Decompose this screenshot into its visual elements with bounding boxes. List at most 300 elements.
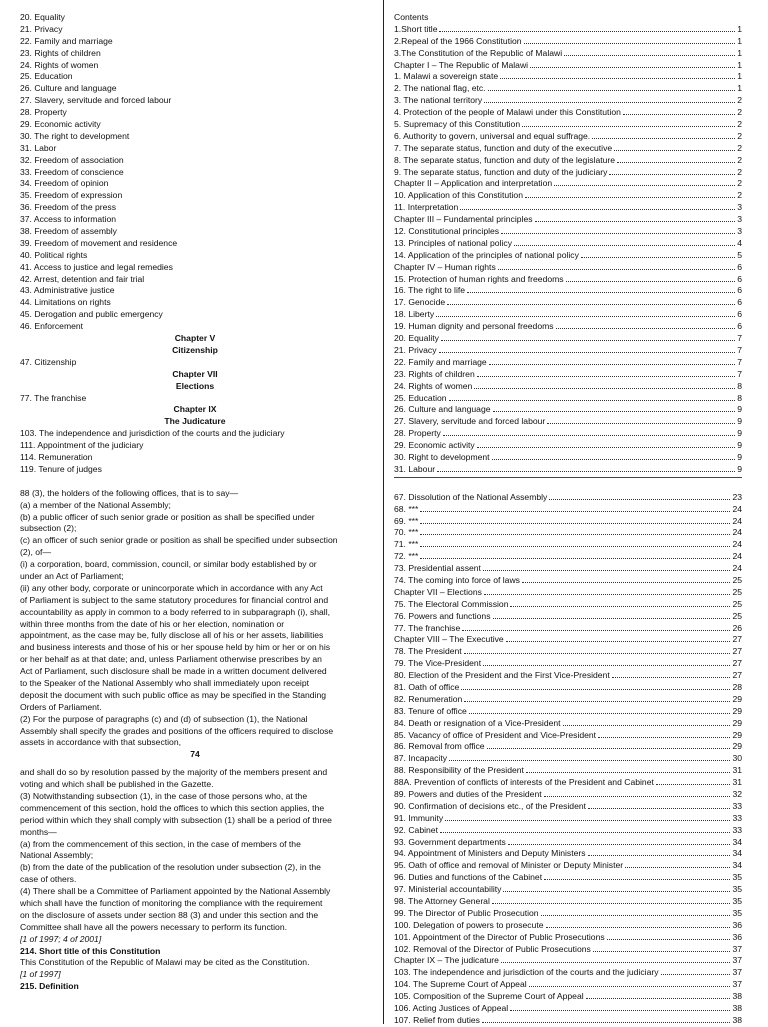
toc-leader-dots	[556, 321, 736, 329]
toc-leader-dots	[544, 789, 731, 797]
toc-entry-title: 94. Appointment of Ministers and Deputy Ministers	[394, 848, 586, 859]
toc-entry	[394, 250, 742, 262]
toc-entry	[394, 226, 742, 238]
list-item: 30. The right to development	[20, 130, 130, 141]
toc-leader-dots	[623, 107, 735, 115]
toc-entry-page: 24	[732, 539, 742, 550]
toc-leader-dots	[439, 24, 735, 32]
text-line: deposit the document with such public office as may be specified in the Standing	[20, 689, 327, 700]
toc-leader-dots	[522, 119, 735, 127]
list-item: 44. Limitations on rights	[20, 297, 111, 308]
text-line: under an Act of Parliament;	[20, 570, 124, 581]
toc-leader-dots	[529, 979, 731, 987]
list-item: 119. Tenure of judges	[20, 463, 102, 474]
toc-leader-dots	[484, 587, 731, 595]
toc-entry-page: 2	[737, 166, 742, 177]
toc-entry	[394, 369, 742, 381]
text-line: (2) For the purpose of paragraphs (c) and (d) of subsection (1), the National	[20, 713, 308, 724]
section-rule	[394, 477, 742, 478]
toc-leader-dots	[522, 575, 730, 583]
toc-list-top	[394, 24, 742, 476]
list-item: 47. Citizenship	[20, 356, 77, 367]
toc-entry-title: 72. ***	[394, 551, 419, 562]
toc-entry-page: 4	[737, 237, 742, 248]
toc-entry-title: 5. Supremacy of this Constitution	[394, 119, 521, 130]
toc-entry-page: 2	[737, 95, 742, 106]
toc-entry-title: 101. Appointment of the Director of Public Prosecutions	[394, 931, 605, 942]
toc-leader-dots	[510, 599, 730, 607]
chapter-subtitle: The Judicature	[164, 416, 226, 427]
toc-entry-title: 11. Interpretation	[394, 202, 459, 213]
toc-entry-page: 2	[737, 130, 742, 141]
toc-entry-page: 2	[737, 142, 742, 153]
toc-entry-page: 35	[732, 872, 742, 883]
amendment-note: [1 of 1997]	[20, 969, 61, 980]
toc-entry-page: 1	[737, 59, 742, 70]
toc-entry-page: 28	[732, 681, 742, 692]
toc-entry-title: 77. The franchise	[394, 622, 461, 633]
toc-entry-page: 33	[732, 812, 742, 823]
toc-leader-dots	[544, 872, 730, 880]
toc-leader-dots	[449, 753, 730, 761]
toc-entry-title: 79. The Vice-President	[394, 658, 482, 669]
text-line: Committee shall have all the powers necessary to perform its function.	[20, 921, 288, 932]
toc-entry	[394, 416, 742, 428]
toc-entry	[394, 1015, 742, 1027]
toc-leader-dots	[586, 991, 731, 999]
text-line: voting and which shall be published in the Gazette.	[20, 779, 214, 790]
body-text-continued	[20, 767, 370, 933]
text-line: to the Speaker of the National Assembly who shall immediately upon receipt	[20, 677, 310, 688]
toc-entry-page: 24	[732, 515, 742, 526]
toc-entry-page: 1	[737, 23, 742, 34]
toc-leader-dots	[493, 404, 736, 412]
toc-entry	[394, 71, 742, 83]
toc-entry-title: 100. Delegation of powers to prosecute	[394, 919, 544, 930]
toc-entry-page: 9	[737, 404, 742, 415]
toc-entry-page: 38	[732, 991, 742, 1002]
toc-entry	[394, 107, 742, 119]
body-text-section-88	[20, 488, 370, 750]
toc-entry-page: 9	[737, 440, 742, 451]
toc-entry-title: Chapter I – The Republic of Malawi	[394, 59, 529, 70]
toc-leader-dots	[530, 60, 735, 68]
toc-entry-page: 24	[732, 503, 742, 514]
toc-entry-page: 33	[732, 800, 742, 811]
text-line: commencement of this section, hold the offices to which this section applies, the	[20, 802, 325, 813]
toc-entry-title: 24. Rights of women	[394, 380, 473, 391]
text-line: within three months from the date of his or her election, nomination or	[20, 618, 285, 629]
toc-entry-page: 9	[737, 451, 742, 462]
toc-entry-page: 29	[732, 741, 742, 752]
toc-entry-page: 25	[732, 586, 742, 597]
toc-leader-dots	[445, 813, 730, 821]
toc-entry	[394, 321, 742, 333]
toc-entry	[394, 670, 742, 682]
toc-leader-dots	[609, 167, 735, 175]
text-line: and business interests and those of his or her spouse held by him or her or on his	[20, 642, 331, 653]
toc-entry	[394, 789, 742, 801]
toc-entry-title: 83. Tenure of office	[394, 705, 467, 716]
toc-leader-dots	[547, 416, 735, 424]
text-line: or her behalf as at that date; and, unless Parliament otherwise prescribes by an	[20, 654, 322, 665]
toc-leader-dots	[501, 955, 730, 963]
list-item: 34. Freedom of opinion	[20, 178, 109, 189]
toc-entry-title: 87. Incapacity	[394, 753, 448, 764]
toc-leader-dots	[420, 504, 730, 512]
toc-entry-title: 23. Rights of children	[394, 368, 475, 379]
toc-leader-dots	[588, 801, 730, 809]
toc-leader-dots	[607, 932, 731, 940]
toc-entry	[394, 285, 742, 297]
toc-entry-title: 76. Powers and functions	[394, 610, 491, 621]
toc-leader-dots	[469, 706, 731, 714]
toc-leader-dots	[443, 428, 735, 436]
toc-entry-page: 2	[737, 107, 742, 118]
toc-entry	[394, 428, 742, 440]
toc-entry-page: 26	[732, 622, 742, 633]
chapter-title: Chapter VII	[172, 368, 218, 379]
chapter-blocks	[20, 333, 370, 476]
toc-entry-title: 82. Renumeration	[394, 693, 463, 704]
toc-entry-page: 37	[732, 979, 742, 990]
toc-entry-title: 85. Vacancy of office of President and Vice-President	[394, 729, 597, 740]
toc-entry-page: 27	[732, 634, 742, 645]
toc-entry	[394, 753, 742, 765]
toc-leader-dots	[439, 345, 736, 353]
list-item: 46. Enforcement	[20, 321, 84, 332]
toc-entry-page: 7	[737, 368, 742, 379]
toc-leader-dots	[656, 777, 731, 785]
toc-entry-title: 21. Privacy	[394, 344, 437, 355]
toc-entry-title: 86. Removal from office	[394, 741, 485, 752]
toc-entry	[394, 575, 742, 587]
toc-entry-page: 24	[732, 551, 742, 562]
chapter-subtitle: Elections	[175, 380, 215, 391]
toc-entry	[394, 706, 742, 718]
toc-entry-page: 3	[737, 214, 742, 225]
toc-entry-page: 37	[732, 955, 742, 966]
toc-leader-dots	[535, 214, 736, 222]
toc-entry	[394, 563, 742, 575]
toc-leader-dots	[598, 730, 730, 738]
toc-entry-title: 78. The President	[394, 646, 462, 657]
toc-entry-title: 95. Oath of office and removal of Minister or Deputy Minister	[394, 860, 624, 871]
toc-entry-title: 14. Application of the principles of national policy	[394, 249, 579, 260]
toc-entry-page: 9	[737, 416, 742, 427]
toc-entry-title: 97. Ministerial accountability	[394, 884, 502, 895]
toc-leader-dots	[447, 297, 735, 305]
toc-entry-title: 91. Immunity	[394, 812, 444, 823]
toc-entry	[394, 333, 742, 345]
toc-entry-title: 29. Economic activity	[394, 440, 475, 451]
list-item: 36. Freedom of the press	[20, 202, 117, 213]
toc-entry	[394, 297, 742, 309]
toc-entry	[394, 404, 742, 416]
toc-entry-page: 6	[737, 309, 742, 320]
toc-entry	[394, 83, 742, 95]
toc-entry	[394, 955, 742, 967]
toc-entry-title: Chapter VII – Elections	[394, 586, 482, 597]
toc-entry-title: 99. The Director of Public Prosecution	[394, 907, 539, 918]
toc-entry-title: 6. Authority to govern, universal and equal suffrage.	[394, 130, 591, 141]
text-line: Assembly shall specify the grades and positions of the officers required to disclose	[20, 725, 334, 736]
list-item: 27. Slavery, servitude and forced labour	[20, 95, 172, 106]
text-line: (b) a public officer of such senior grade or position as shall be specified under	[20, 511, 315, 522]
toc-entry	[394, 765, 742, 777]
toc-leader-dots	[554, 178, 735, 186]
toc-entry-page: 1	[737, 71, 742, 82]
toc-leader-dots	[593, 944, 731, 952]
toc-entry-page: 37	[732, 943, 742, 954]
toc-leader-dots	[467, 285, 735, 293]
toc-leader-dots	[484, 95, 735, 103]
chapter-title: Chapter IX	[173, 404, 217, 415]
toc-entry-page: 36	[732, 919, 742, 930]
toc-leader-dots	[625, 860, 730, 868]
toc-entry-page: 34	[732, 848, 742, 859]
toc-entry-title: 19. Human dignity and personal freedoms	[394, 321, 554, 332]
list-item: 103. The independence and jurisdiction of the courts and the judiciary	[20, 428, 285, 439]
toc-leader-dots	[482, 1015, 730, 1023]
toc-leader-dots	[564, 48, 735, 56]
section-heading-214: 214. Short title of this Constitution	[20, 945, 161, 956]
text-line: National Assembly;	[20, 850, 94, 861]
text-line: (2), of—	[20, 547, 52, 558]
toc-entry-title: 31. Labour	[394, 463, 436, 474]
toc-leader-dots	[581, 250, 735, 258]
toc-entry	[394, 967, 742, 979]
toc-entry	[394, 634, 742, 646]
toc-entry-page: 29	[732, 717, 742, 728]
toc-entry-page: 30	[732, 753, 742, 764]
list-item: 45. Derogation and public emergency	[20, 309, 163, 320]
toc-leader-dots	[420, 551, 730, 559]
toc-entry	[394, 1003, 742, 1015]
toc-leader-dots	[483, 563, 730, 571]
toc-entry-title: 16. The right to life	[394, 285, 466, 296]
toc-entry-page: 31	[732, 777, 742, 788]
toc-entry-title: 20. Equality	[394, 333, 439, 344]
toc-entry-title: 103. The independence and jurisdiction of the courts and the judiciary	[394, 967, 659, 978]
list-item: 39. Freedom of movement and residence	[20, 237, 178, 248]
toc-entry-title: 68. ***	[394, 503, 419, 514]
toc-entry	[394, 646, 742, 658]
toc-leader-dots	[508, 837, 731, 845]
toc-leader-dots	[441, 333, 735, 341]
toc-entry	[394, 516, 742, 528]
toc-entry-page: 38	[732, 1014, 742, 1025]
toc-entry-page: 9	[737, 463, 742, 474]
toc-entry-title: 73. Presidential assent	[394, 563, 481, 574]
list-item: 38. Freedom of assembly	[20, 226, 117, 237]
toc-entry	[394, 167, 742, 179]
list-item: 21. Privacy	[20, 23, 63, 34]
toc-entry-page: 24	[732, 563, 742, 574]
toc-entry	[394, 932, 742, 944]
toc-leader-dots	[592, 131, 735, 139]
list-item: 114. Remuneration	[20, 451, 93, 462]
chapter-subtitle: Citizenship	[172, 344, 218, 355]
toc-entry	[394, 24, 742, 36]
toc-leader-dots	[489, 357, 736, 365]
list-item: 32. Freedom of association	[20, 154, 124, 165]
toc-entry-title: 3.The Constitution of the Republic of Malawi	[394, 47, 563, 58]
toc-leader-dots	[461, 682, 730, 690]
toc-leader-dots	[498, 262, 735, 270]
toc-entry-title: 81. Oath of office	[394, 681, 460, 692]
toc-leader-dots	[501, 226, 735, 234]
toc-entry-page: 1	[737, 83, 742, 94]
toc-entry-page: 24	[732, 527, 742, 538]
toc-leader-dots	[514, 238, 735, 246]
text-line: accountability as apply in common to a body referred to in subparagraph (i), shall,	[20, 606, 331, 617]
toc-leader-dots	[503, 884, 730, 892]
toc-entry-page: 2	[737, 178, 742, 189]
toc-entry	[394, 131, 742, 143]
page-number: 74	[190, 749, 200, 760]
text-line: (i) a corporation, board, commission, council, or similar body established by or	[20, 559, 317, 570]
text-line: (3) Notwithstanding subsection (1), in the case of those persons who, at the	[20, 791, 308, 801]
toc-entry-page: 35	[732, 907, 742, 918]
toc-entry	[394, 504, 742, 516]
text-line: (c) an officer of such senior grade or position as shall be specified under subsection	[20, 535, 338, 546]
toc-entry-page: 35	[732, 896, 742, 907]
toc-entry	[394, 682, 742, 694]
toc-leader-dots	[440, 825, 730, 833]
toc-entry-title: 25. Education	[394, 392, 447, 403]
toc-entry	[394, 345, 742, 357]
toc-leader-dots	[488, 83, 736, 91]
toc-entry-title: 89. Powers and duties of the President	[394, 789, 542, 799]
list-item: 22. Family and marriage	[20, 35, 113, 46]
toc-leader-dots	[617, 155, 735, 163]
toc-leader-dots	[506, 634, 731, 642]
spacer	[394, 476, 742, 492]
toc-entry-page: 31	[732, 765, 742, 776]
text-line: (ii) any other body, corporate or unincorporate which in accordance with any Act	[20, 582, 323, 593]
toc-entry-title: 26. Culture and language	[394, 404, 491, 415]
text-line: case of others.	[20, 874, 77, 885]
list-item: 25. Education	[20, 71, 73, 82]
toc-entry-title: Chapter IX – The judicature	[394, 955, 499, 966]
toc-entry-title: 7. The separate status, function and duty of the executive	[394, 142, 613, 153]
toc-leader-dots	[420, 527, 730, 535]
toc-entry	[394, 872, 742, 884]
toc-entry	[394, 262, 742, 274]
toc-entry	[394, 599, 742, 611]
toc-entry-page: 2	[737, 154, 742, 165]
toc-entry-page: 38	[732, 1003, 742, 1014]
toc-entry-title: 28. Property	[394, 428, 441, 439]
toc-leader-dots	[510, 1003, 730, 1011]
list-item: 26. Culture and language	[20, 83, 117, 94]
toc-entry-page: 1	[737, 47, 742, 58]
toc-leader-dots	[462, 623, 730, 631]
toc-entry-title: 67. Dissolution of the National Assembly	[394, 491, 548, 502]
toc-entry-title: 12. Constitutional principles	[394, 226, 500, 237]
toc-entry-title: 88. Responsibility of the President	[394, 765, 524, 776]
toc-entry	[394, 801, 742, 813]
toc-entry-title: 18. Liberty	[394, 309, 435, 320]
toc-entry	[394, 920, 742, 932]
toc-entry-page: 27	[732, 670, 742, 681]
toc-leader-dots	[436, 309, 735, 317]
toc-entry	[394, 623, 742, 635]
text-line: 88 (3), the holders of the following offices, that is to say—	[20, 487, 239, 498]
toc-entry-title: Chapter II – Application and interpretation	[394, 178, 553, 189]
toc-leader-dots	[477, 369, 735, 377]
toc-entry-title: 15. Protection of human rights and freedoms	[394, 273, 564, 284]
toc-entry-title: 27. Slavery, servitude and forced labour	[394, 416, 546, 427]
toc-entry	[394, 658, 742, 670]
toc-entry-page: 29	[732, 693, 742, 704]
toc-entry-title: 92. Cabinet	[394, 824, 438, 835]
toc-leader-dots	[464, 694, 730, 702]
toc-leader-dots	[500, 71, 735, 79]
section-heading-215: 215. Definition	[20, 981, 79, 992]
list-item: 40. Political rights	[20, 249, 88, 260]
toc-entry-page: 6	[737, 285, 742, 296]
list-item: 35. Freedom of expression	[20, 190, 123, 201]
toc-entry	[394, 214, 742, 226]
toc-entry-page: 35	[732, 884, 742, 895]
toc-leader-dots	[612, 670, 731, 678]
toc-entry-page: 36	[732, 931, 742, 942]
toc-entry-title: 98. The Attorney General	[394, 896, 490, 907]
text-line: months—	[20, 826, 57, 837]
toc-entry-title: 105. Composition of the Supreme Court of Appeal	[394, 991, 584, 1002]
left-column	[20, 12, 370, 993]
toc-entry	[394, 611, 742, 623]
toc-entry	[394, 741, 742, 753]
text-line: (b) from the date of the publication of the resolution under subsection (2), in the	[20, 862, 321, 873]
toc-entry-page: 25	[732, 610, 742, 621]
toc-entry	[394, 202, 742, 214]
toc-entry	[394, 452, 742, 464]
toc-entry-page: 25	[732, 598, 742, 609]
toc-entry-title: 90. Confirmation of decisions etc., of the President	[394, 800, 587, 811]
toc-entry	[394, 238, 742, 250]
toc-entry-page: 7	[737, 333, 742, 344]
toc-leader-dots	[420, 516, 730, 524]
list-item: 77. The franchise	[20, 392, 87, 403]
toc-entry-page: 34	[732, 836, 742, 847]
text-line: (a) a member of the National Assembly;	[20, 499, 171, 510]
toc-entry-title: 107. Relief from duties	[394, 1014, 480, 1025]
toc-leader-dots	[525, 190, 735, 198]
list-item: 37. Access to information	[20, 214, 117, 225]
toc-entry-title: 106. Acting Justices of Appeal	[394, 1003, 509, 1014]
toc-list-bottom	[394, 492, 742, 1027]
text-line: and shall do so by resolution passed by the majority of the members present and	[20, 767, 328, 778]
list-item: 24. Rights of women	[20, 59, 99, 70]
toc-leader-dots	[524, 36, 736, 44]
text-line: assets in accordance with that subsection,	[20, 737, 181, 748]
toc-leader-dots	[449, 393, 736, 401]
toc-entry-title: 96. Duties and functions of the Cabinet	[394, 872, 543, 883]
toc-leader-dots	[464, 646, 731, 654]
toc-entry-page: 27	[732, 646, 742, 657]
toc-leader-dots	[566, 274, 736, 282]
toc-entry	[394, 155, 742, 167]
toc-entry	[394, 825, 742, 837]
toc-entry-title: 8. The separate status, function and duty of the legislature	[394, 154, 616, 165]
toc-entry-page: 9	[737, 428, 742, 439]
toc-heading: Contents	[394, 12, 429, 22]
toc-entry-page: 34	[732, 860, 742, 871]
toc-entry-page: 27	[732, 658, 742, 669]
